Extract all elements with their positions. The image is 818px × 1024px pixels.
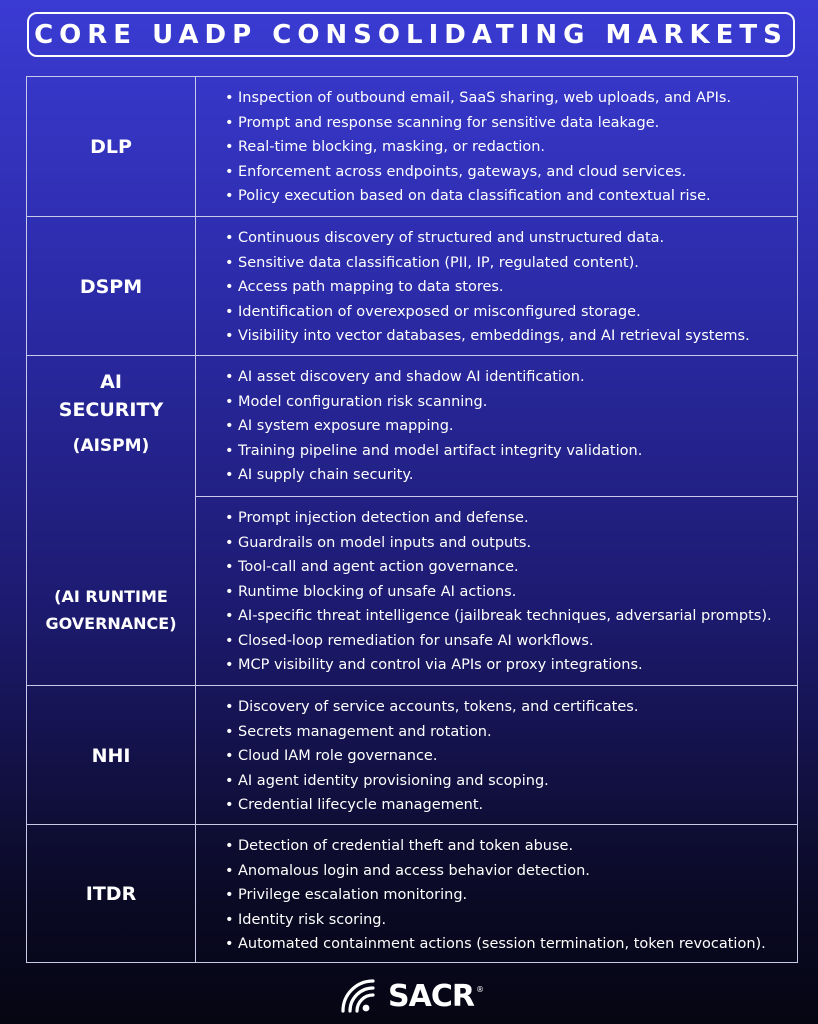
wifi-arc-icon (340, 978, 384, 1014)
row-label-itdr (27, 825, 195, 963)
label-line: (AI RUNTIME (54, 587, 168, 606)
list-item: • Visibility into vector databases, embeddings, and AI retrieval systems. (225, 324, 750, 349)
list-item: • AI-specific threat intelligence (jailbreak techniques, adversarial prompts). (225, 604, 772, 629)
label-line: GOVERNANCE) (45, 614, 177, 633)
list-item: • Guardrails on model inputs and outputs. (225, 531, 772, 556)
dspm-item-list (225, 226, 750, 349)
column-divider (195, 356, 196, 686)
list-item: • Cloud IAM role governance. (225, 744, 638, 769)
column-divider (195, 217, 196, 356)
list-item: • Closed-loop remediation for unsafe AI workflows. (225, 629, 772, 654)
label-line: SECURITY (58, 398, 164, 421)
list-item: • AI supply chain security. (225, 463, 642, 488)
logo-wordmark: SACR (388, 978, 474, 1014)
list-item: • Inspection of outbound email, SaaS sharing, web uploads, and APIs. (225, 86, 731, 111)
list-item: • Secrets management and rotation. (225, 720, 638, 745)
list-item: • Model configuration risk scanning. (225, 390, 642, 415)
row-label-nhi (27, 686, 195, 825)
label-line: DSPM (79, 275, 143, 298)
itdr-item-list (225, 834, 766, 957)
label-line: DLP (90, 135, 132, 158)
label-line: AI (100, 370, 122, 393)
list-item: • Detection of credential theft and token abuse. (225, 834, 766, 859)
label-line: NHI (91, 744, 131, 767)
list-item: • Credential lifecycle management. (225, 793, 638, 818)
list-item: • AI system exposure mapping. (225, 414, 642, 439)
row-dspm (27, 216, 797, 355)
row-nhi (27, 685, 797, 824)
markets-table (26, 76, 798, 963)
row-dlp (27, 77, 797, 216)
list-item: • Automated containment actions (session termination, token revocation). (225, 932, 766, 957)
list-item: • AI asset discovery and shadow AI identification. (225, 365, 642, 390)
list-item: • Privilege escalation monitoring. (225, 883, 766, 908)
column-divider (195, 686, 196, 825)
aispm-item-list (225, 365, 642, 488)
list-item: • Policy execution based on data classification and contextual rise. (225, 184, 731, 209)
sub-divider (196, 496, 797, 497)
list-item: • Anomalous login and access behavior detection. (225, 859, 766, 884)
list-item: • MCP visibility and control via APIs or proxy integrations. (225, 653, 772, 678)
list-item: • Enforcement across endpoints, gateways, and cloud services. (225, 160, 731, 185)
list-item: • Real-time blocking, masking, or redaction. (225, 135, 731, 160)
label-line: ITDR (85, 883, 137, 905)
list-item: • Prompt and response scanning for sensitive data leakage. (225, 111, 731, 136)
row-itdr (27, 824, 797, 962)
title-banner (27, 12, 795, 57)
registered-mark: ® (475, 984, 484, 994)
ai-runtime-item-list (225, 506, 772, 678)
dlp-item-list (225, 86, 731, 209)
list-item: • Runtime blocking of unsafe AI actions. (225, 580, 772, 605)
page-title: CORE UADP CONSOLIDATING MARKETS (34, 19, 788, 50)
nhi-item-list (225, 695, 638, 818)
row-label-aispm (27, 366, 195, 461)
list-item: • Discovery of service accounts, tokens, and certificates. (225, 695, 638, 720)
row-label-dlp (27, 77, 195, 216)
label-line: (AISPM) (72, 435, 150, 456)
row-label-dspm (27, 217, 195, 356)
list-item: • Sensitive data classification (PII, IP, regulated content). (225, 251, 750, 276)
column-divider (195, 77, 196, 216)
column-divider (195, 825, 196, 963)
row-ai-security (27, 355, 797, 685)
list-item: • Training pipeline and model artifact integrity validation. (225, 439, 642, 464)
list-item: • Access path mapping to data stores. (225, 275, 750, 300)
sacr-logo (340, 975, 500, 1017)
list-item: • Tool-call and agent action governance. (225, 555, 772, 580)
list-item: • Identification of overexposed or misconfigured storage. (225, 300, 750, 325)
list-item: • Prompt injection detection and defense. (225, 506, 772, 531)
list-item: • Identity risk scoring. (225, 908, 766, 933)
list-item: • AI agent identity provisioning and scoping. (225, 769, 638, 794)
row-label-ai-runtime (27, 570, 195, 650)
list-item: • Continuous discovery of structured and unstructured data. (225, 226, 750, 251)
